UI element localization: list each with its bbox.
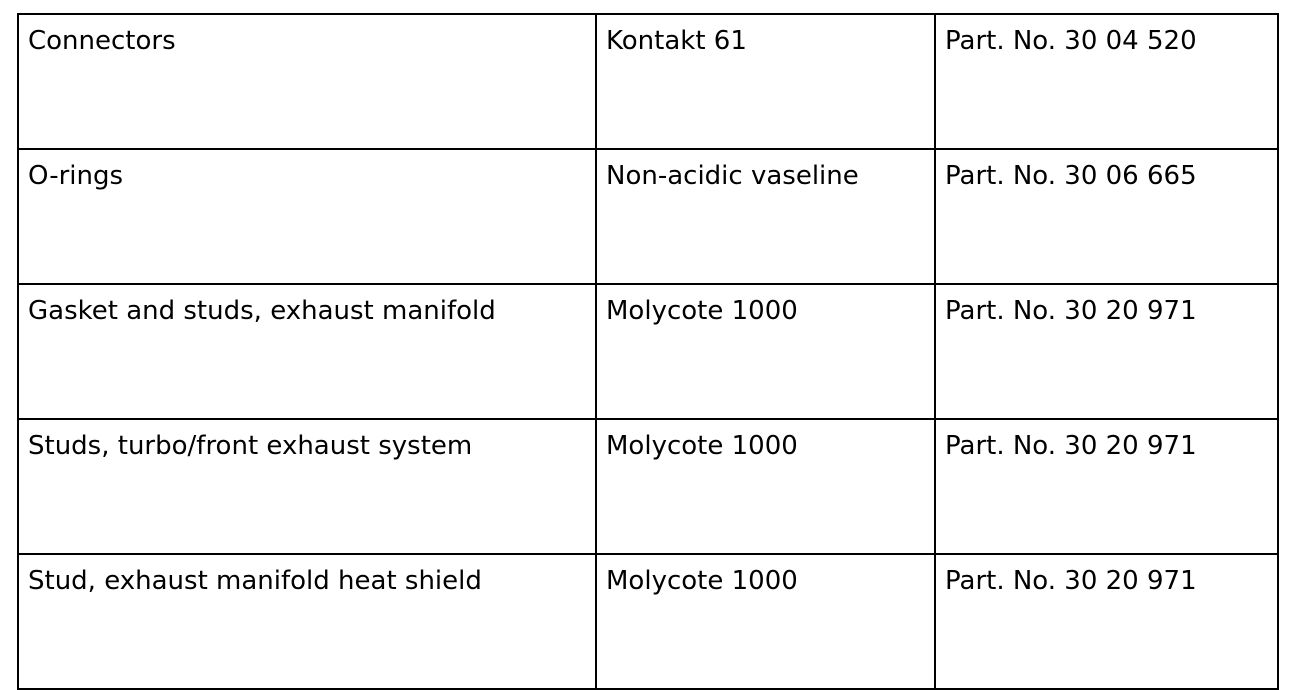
table-row xyxy=(18,284,1278,419)
item-cell: Connectors xyxy=(18,14,596,149)
lubricant-cell: Molycote 1000 xyxy=(596,554,935,689)
item-cell: Stud, exhaust manifold heat shield xyxy=(18,554,596,689)
lubricant-parts-table xyxy=(17,13,1279,690)
table-row xyxy=(18,14,1278,149)
lubricant-cell: Kontakt 61 xyxy=(596,14,935,149)
part-number-cell: Part. No. 30 04 520 xyxy=(935,14,1278,149)
lubricant-cell: Non-acidic vaseline xyxy=(596,149,935,284)
item-cell: Studs, turbo/front exhaust system xyxy=(18,419,596,554)
part-number-cell: Part. No. 30 20 971 xyxy=(935,419,1278,554)
table-row xyxy=(18,419,1278,554)
table-row xyxy=(18,554,1278,689)
part-number-cell: Part. No. 30 06 665 xyxy=(935,149,1278,284)
part-number-cell: Part. No. 30 20 971 xyxy=(935,554,1278,689)
lubricant-cell: Molycote 1000 xyxy=(596,419,935,554)
item-cell: O-rings xyxy=(18,149,596,284)
part-number-cell: Part. No. 30 20 971 xyxy=(935,284,1278,419)
item-cell: Gasket and studs, exhaust manifold xyxy=(18,284,596,419)
table-row xyxy=(18,149,1278,284)
lubricant-cell: Molycote 1000 xyxy=(596,284,935,419)
